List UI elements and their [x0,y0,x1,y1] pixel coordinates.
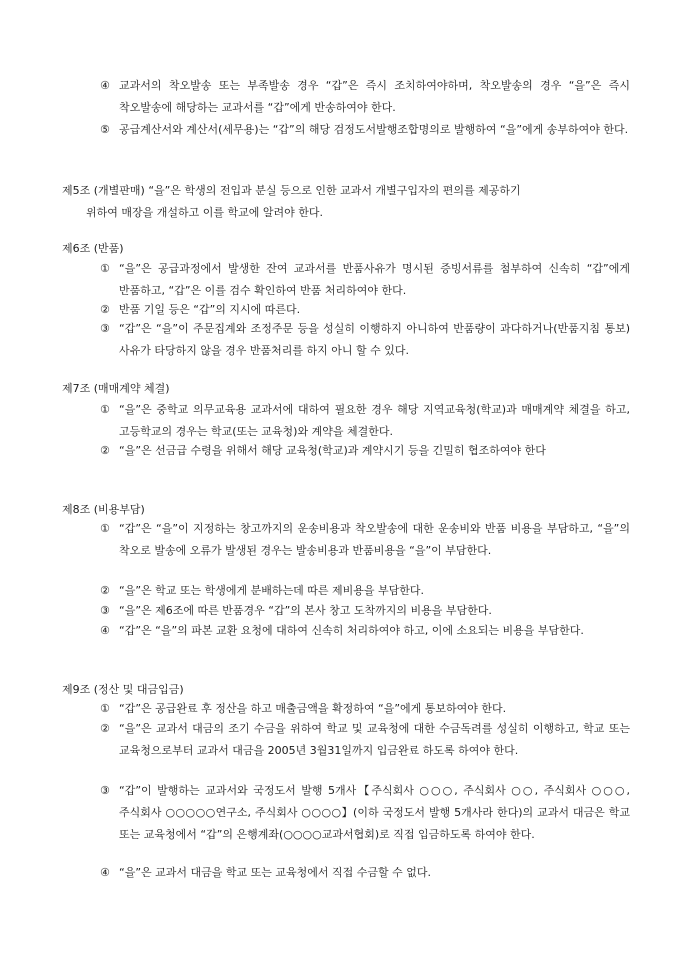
article9-item-2 [100,718,630,762]
item-text: “을”은 공급과정에서 발생한 잔여 교과서를 반품사유가 명시된 증빙서류를 첨부하여 신속히 “갑”에게 반품하고, “갑”은 이를 검수 확인하여 반품 처리하여야 한다. [119,262,630,297]
item-marker: ⑤ [100,123,110,136]
item-text: 공급계산서와 계산서(세무용)는 “갑”의 해당 검정도서발행조합명의로 발행하여 “을”에게 송부하여야 한다. [119,123,629,136]
item-text: “을”은 선금급 수령을 위해서 해당 교육청(학교)과 계약시기 등을 긴밀히 협조하여야 한다 [119,444,546,457]
item-marker: ② [100,584,110,597]
article9-item-1 [100,698,630,720]
article9-item-4 [100,862,630,884]
item-marker: ① [100,403,110,416]
item-marker: ④ [100,624,110,637]
item-text: “을”은 학교 또는 학생에게 분배하는데 따른 제비용을 부담한다. [119,584,425,597]
item-text: 교과서의 착오발송 또는 부족발송 경우 “갑”은 즉시 조치하여야하며, 착오발송의 경우 “을”은 즉시 착오발송에 해당하는 교과서를 “갑”에게 반송하여야 한다. [119,79,630,114]
article5-line2: 위하여 매장을 개설하고 이를 학교에 알려야 한다. [86,206,323,219]
item-marker: ① [100,262,110,275]
item-marker: ③ [100,322,110,335]
article9-title: 제9조 (정산 및 대금입금) [62,683,184,696]
item-text: “갑”은 “을”의 파본 교환 요청에 대하여 신속히 처리하여야 하고, 이에 소요되는 비용을 부담한다. [119,624,584,637]
item-marker: ② [100,444,110,457]
article8-item-1 [100,518,630,562]
article8-item-2 [100,580,630,602]
article8-title: 제8조 (비용부담) [62,503,145,516]
article5-line1: “을”은 학생의 전입과 분실 등으로 인한 교과서 개별구입자의 편의를 제공하기 [148,184,521,197]
item-text: “갑”은 “을”이 지정하는 창고까지의 운송비용과 착오발송에 대한 운송비와 반품 비용을 부담하고, “을”의 착오로 발송에 오류가 발생된 경우는 발송비용과 반품비용을 “을”이 부담한다. [119,522,630,557]
item-marker: ③ [100,784,110,797]
article5 [62,180,630,224]
item-marker: ① [100,522,110,535]
item-text: “갑”이 발행하는 교과서와 국정도서 발행 5개사【주식회사 ○○○, 주식회사 ○○, 주식회사 ○○○, 주식회사 ○○○○○연구소, 주식회사 ○○○○】(이하 국정도서 발행 5개사라 한다)의 교과서 대금은 학교 또는 교육청에서 “갑”의 은행계좌(○○○○교과서협회)로 직접 입금하도록 하여야 한다. [119,784,630,841]
item-marker: ④ [100,866,110,879]
item-text: “갑”은 공급완료 후 정산을 하고 매출금액을 확정하여 “을”에게 통보하여야 한다. [119,702,507,715]
item-text: 반품 기일 등은 “갑”의 지시에 따른다. [119,303,301,316]
item-text: “을”은 교과서 대금을 학교 또는 교육청에서 직접 수금할 수 없다. [119,866,432,879]
article9-item-3 [100,780,630,846]
article7-title: 제7조 (매매계약 체결) [62,382,170,395]
item-marker: ④ [100,79,110,92]
article5-title: 제5조 (개별판매) [62,184,145,197]
article4-item-4 [100,75,630,119]
item-marker: ① [100,702,110,715]
article6-item-3 [100,318,630,362]
article7-item-1 [100,399,630,443]
article7-item-2 [100,440,630,462]
item-text: “을”은 교과서 대금의 조기 수금을 위하여 학교 및 교육청에 대한 수금독려를 성실히 이행하고, 학교 또는 교육청으로부터 교과서 대금을 2005년 3월31일까지 입금완료 하도록 하여야 한다. [119,722,630,757]
item-text: “을”은 중학교 의무교육용 교과서에 대하여 필요한 경우 해당 지역교육청(학교)과 매매계약 체결을 하고, 고등학교의 경우는 학교(또는 교육청)와 계약을 체결한다. [119,403,630,438]
item-marker: ③ [100,604,110,617]
article8-item-3 [100,600,630,622]
item-marker: ② [100,303,110,316]
article8-item-4 [100,620,630,642]
article6-title: 제6조 (반품) [62,242,124,255]
article6-item-1 [100,258,630,302]
item-text: “을”은 제6조에 따른 반품경우 “갑”의 본사 창고 도착까지의 비용을 부담한다. [119,604,492,617]
item-marker: ② [100,722,110,735]
article4-item-5 [100,119,630,141]
item-text: “갑”은 “을”이 주문집계와 조정주문 등을 성실히 이행하지 아니하여 반품량이 과다하거나(반품지침 통보) 사유가 타당하지 않을 경우 반품처리를 하지 아니 할 수 있다. [119,322,630,357]
